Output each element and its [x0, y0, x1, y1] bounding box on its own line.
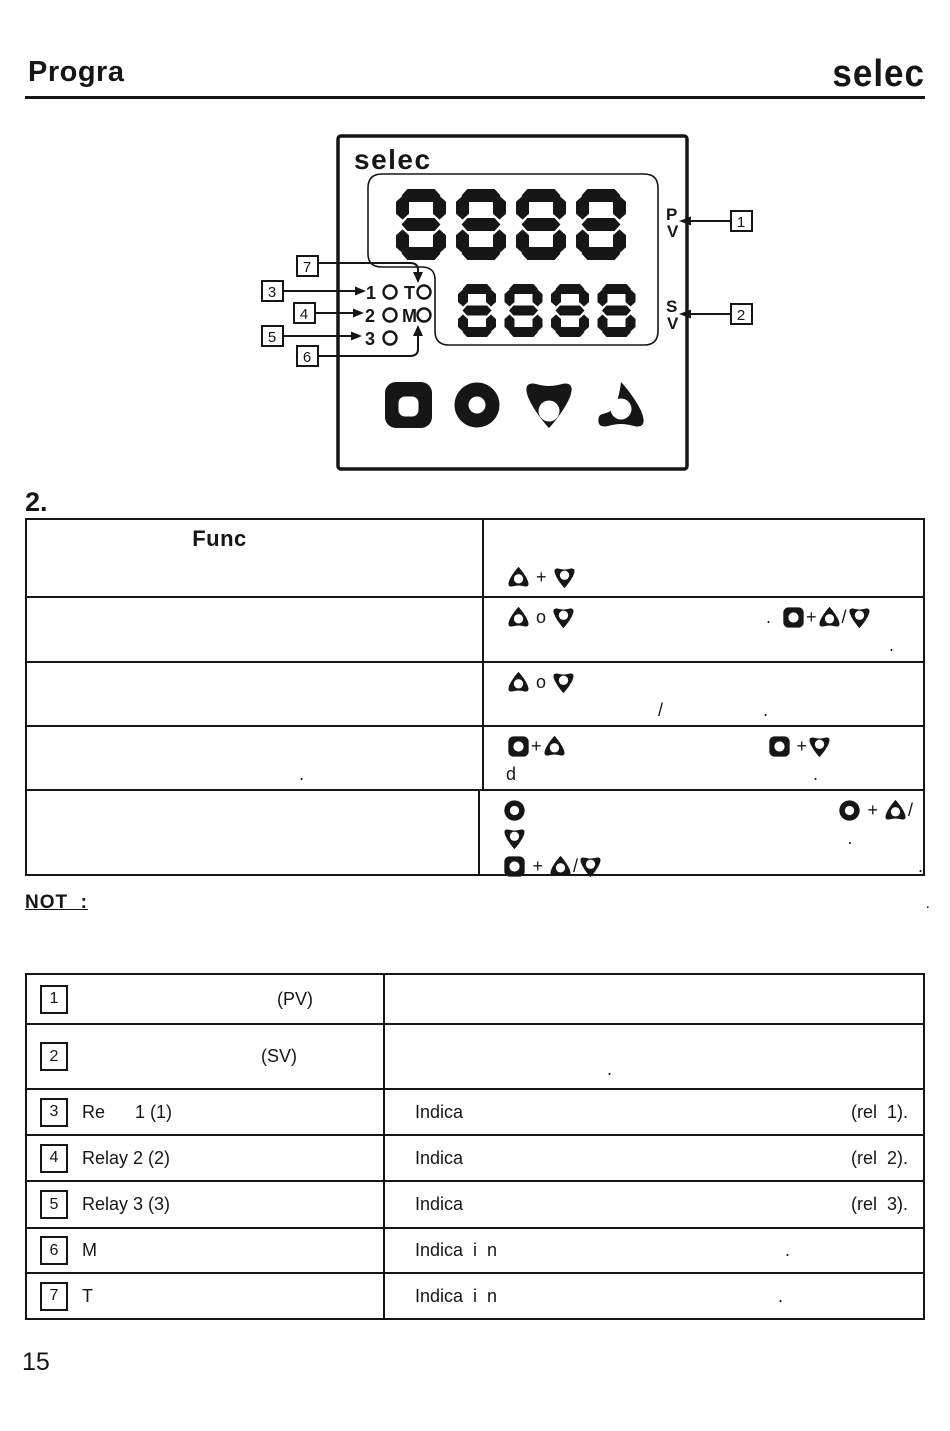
up-button-icon [543, 735, 566, 758]
pv-label [666, 205, 679, 241]
legend-label: Relay 3 (3) [82, 1194, 171, 1214]
func-cell [27, 598, 484, 661]
legend-desc-fragment: Indica [415, 1194, 464, 1214]
legend-row [27, 1088, 923, 1134]
legend-desc-cell [385, 1025, 923, 1088]
segment [402, 247, 441, 260]
legend-label: (SV) [261, 1046, 297, 1066]
legend-row [27, 1227, 923, 1272]
key-sequence-text: + [862, 799, 883, 820]
down-button-icon [552, 671, 575, 694]
note-trailing-dot: . [925, 895, 930, 912]
table-row [27, 725, 923, 789]
legend-desc-fragment: (rel 2). [850, 1147, 908, 1168]
legend-desc-cell [385, 1274, 923, 1318]
key-sequence-text: / [841, 606, 847, 627]
spacer [567, 746, 767, 747]
key-sequence-text: + [806, 606, 817, 627]
pv-digit [456, 189, 506, 260]
led-1-lamp [384, 286, 397, 299]
row-number-box: 6 [40, 1236, 68, 1265]
svg-text:2: 2 [736, 307, 746, 324]
table-row [27, 596, 923, 661]
legend-desc-cell [385, 1136, 923, 1180]
func-cell [27, 727, 484, 789]
segment [463, 306, 492, 316]
key-sequence-text: + [531, 566, 552, 587]
svg-text:4: 4 [299, 306, 309, 323]
legend-label: T [82, 1285, 93, 1306]
row-number-box: 4 [40, 1144, 68, 1173]
pv-digit [576, 189, 626, 260]
key-sequence-text: o [531, 671, 552, 692]
svg-text:6: 6 [302, 349, 312, 366]
key-sequence-line [506, 603, 923, 631]
segment [509, 306, 538, 316]
key-sequence-line [506, 631, 923, 659]
key-sequence-line [502, 824, 923, 852]
segment [402, 218, 441, 231]
legend-row [27, 975, 923, 1023]
key-sequence-text: . [299, 763, 305, 784]
key-sequence-text: / [658, 699, 664, 720]
segment [556, 306, 585, 316]
down-button-icon [503, 827, 526, 850]
up-button-icon [549, 855, 572, 878]
led-1-label: 1 [366, 283, 377, 303]
segment [602, 306, 631, 316]
svg-text:3: 3 [267, 284, 277, 301]
brand-logo: selec [832, 52, 925, 95]
round-button-icon [503, 799, 526, 822]
device-figure [0, 128, 950, 480]
segment [462, 247, 501, 260]
func-cell [27, 558, 484, 596]
sv-digit [598, 284, 636, 337]
key-sequence-text: . [889, 634, 895, 655]
note-label: NOT : [25, 892, 88, 913]
segment [522, 247, 561, 260]
set-button-icon [503, 855, 526, 878]
spacer [783, 1296, 908, 1297]
down-button-icon [848, 606, 871, 629]
key-sequence-text: . [763, 699, 769, 720]
legend-desc-fragment: Indica i n [415, 1240, 498, 1260]
pv-digit [396, 189, 446, 260]
segment [402, 189, 441, 202]
up-button-icon [818, 606, 841, 629]
down-button-icon [808, 735, 831, 758]
segment [556, 327, 585, 337]
led-m-lamp [418, 309, 431, 322]
legend-desc-fragment: Indica [415, 1147, 464, 1168]
led-m-label: M [402, 306, 417, 326]
key-sequence-text: o [531, 606, 552, 627]
segment [462, 218, 501, 231]
led-2-lamp [384, 309, 397, 322]
legend-desc-cell [385, 1182, 923, 1227]
device-brand: selec [354, 144, 432, 175]
segment [462, 189, 501, 202]
legend-desc-cell [385, 975, 923, 1023]
set-button-icon [507, 735, 530, 758]
spacer [663, 710, 763, 711]
svg-text:V: V [667, 222, 679, 241]
spacer [603, 866, 918, 867]
svg-text:S: S [666, 297, 678, 316]
legend-row [27, 1272, 923, 1318]
svg-text:5: 5 [267, 329, 277, 346]
row-number-box: 2 [40, 1042, 68, 1071]
segment [509, 327, 538, 337]
set-button-icon [768, 735, 791, 758]
legend-label: Relay 2 (2) [82, 1147, 171, 1168]
keys-cell [484, 558, 923, 596]
key-sequence-text: + [531, 735, 542, 756]
segment [522, 218, 561, 231]
down-button-icon [553, 566, 576, 589]
led-t-label: T [404, 283, 415, 303]
key-sequence-text: . [766, 606, 782, 627]
keys-cell [484, 727, 923, 789]
round-button [455, 383, 500, 428]
row-number-box: 7 [40, 1282, 68, 1311]
legend-desc-fragment: Indica [415, 1101, 464, 1122]
keys-header-cell [484, 520, 923, 558]
spacer [506, 710, 658, 711]
legend-desc-fragment: Indica i n [415, 1285, 498, 1306]
header-rule [25, 96, 925, 99]
legend-item-cell [27, 1229, 385, 1272]
key-sequence-line [506, 732, 923, 760]
svg-text:7: 7 [302, 259, 312, 276]
key-sequence-line [506, 668, 923, 696]
segment [582, 218, 621, 231]
up-button-icon [507, 566, 530, 589]
legend-label: (PV) [277, 988, 313, 1009]
led-3-label: 3 [365, 329, 376, 349]
page-number: 15 [22, 1348, 50, 1376]
key-sequence-text: d [506, 763, 517, 784]
up-button-icon [507, 606, 530, 629]
set-button-icon [782, 606, 805, 629]
func-cell [27, 663, 484, 725]
section-2-heading: 2. [25, 487, 48, 517]
down-button-icon [579, 855, 602, 878]
svg-text:V: V [667, 314, 679, 333]
key-sequence-text: / [572, 855, 578, 876]
legend-row [27, 1023, 923, 1088]
pv-digit [516, 189, 566, 260]
legend-desc-fragment: (rel 1). [850, 1101, 908, 1122]
row-number-box: 3 [40, 1098, 68, 1127]
segment [602, 284, 631, 294]
up-button-icon [507, 671, 530, 694]
spacer [516, 774, 813, 775]
spacer [527, 810, 837, 811]
sv-digit [551, 284, 589, 337]
legend-desc-fragment: . [777, 1285, 783, 1306]
legend-row [27, 1180, 923, 1227]
key-sequence-line [49, 760, 482, 788]
key-sequence-text: + [527, 855, 548, 876]
key-sequence-text: / [907, 799, 913, 820]
legend-label: M [82, 1240, 97, 1260]
legend-item-cell [27, 1136, 385, 1180]
legend-label: Re 1 (1) [82, 1101, 173, 1122]
key-sequence-line [502, 796, 923, 824]
row-number-box: 1 [40, 985, 68, 1014]
spacer [576, 617, 766, 618]
page-title: Progra [28, 56, 125, 88]
round-button-icon [838, 799, 861, 822]
spacer [527, 838, 847, 839]
segment [602, 327, 631, 337]
segment [509, 284, 538, 294]
legend-item-cell [27, 1182, 385, 1227]
table-row [27, 789, 923, 874]
func-cell [27, 791, 480, 874]
spacer [790, 1250, 908, 1251]
segment [463, 284, 492, 294]
keys-cell [484, 663, 923, 725]
segment [582, 189, 621, 202]
svg-text:P: P [666, 205, 678, 224]
legend-desc-fragment: . [607, 1059, 613, 1079]
key-sequence-line [506, 760, 923, 788]
note-line [25, 892, 930, 914]
row-number-box: 5 [40, 1190, 68, 1219]
set-button [385, 382, 432, 428]
legend-item-cell [27, 1090, 385, 1134]
func-table [25, 518, 925, 876]
spacer [506, 645, 889, 646]
legend-item-cell [27, 975, 385, 1023]
legend-desc-cell [385, 1229, 923, 1272]
segment [582, 247, 621, 260]
sv-label [666, 297, 679, 333]
led-t-lamp [418, 286, 431, 299]
sv-digit [505, 284, 543, 337]
keys-cell [484, 598, 923, 661]
key-sequence-line [506, 563, 923, 591]
legend-item-cell [27, 1025, 385, 1088]
legend-table [25, 973, 925, 1320]
svg-text:1: 1 [736, 214, 746, 231]
led-2-label: 2 [365, 306, 376, 326]
legend-item-cell [27, 1274, 385, 1318]
down-button-icon [552, 606, 575, 629]
segment [463, 327, 492, 337]
key-sequence-text: + [791, 735, 808, 756]
legend-row [27, 1134, 923, 1180]
led-3-lamp [384, 332, 397, 345]
key-sequence-line [506, 696, 923, 724]
up-button-icon [884, 799, 907, 822]
key-sequence-text: . [847, 827, 853, 848]
sv-digit [458, 284, 496, 337]
key-sequence-line [502, 852, 923, 880]
table-row [27, 661, 923, 725]
spacer [49, 774, 299, 775]
legend-desc-fragment: . [784, 1240, 790, 1260]
segment [522, 189, 561, 202]
table-row [27, 558, 923, 596]
key-sequence-text: . [917, 855, 923, 876]
segment [556, 284, 585, 294]
legend-desc-fragment: (rel 3). [850, 1194, 908, 1214]
key-sequence-text: . [813, 763, 819, 784]
keys-cell [480, 791, 923, 874]
key-sequence-line [49, 732, 482, 760]
func-table-header [27, 520, 923, 558]
legend-desc-cell [385, 1090, 923, 1134]
func-header-cell: Func [27, 520, 484, 558]
